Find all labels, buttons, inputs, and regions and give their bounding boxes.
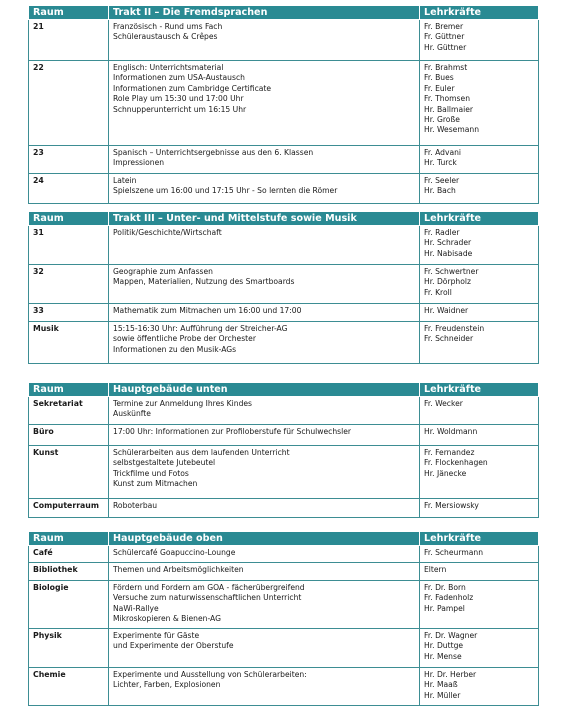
header-title: Trakt III – Unter- und Mittelstufe sowie Musik xyxy=(109,212,420,226)
table-row xyxy=(29,563,539,581)
room-cell: Sekretariat xyxy=(29,397,109,425)
teachers-cell xyxy=(420,397,539,425)
table-row xyxy=(29,322,539,364)
teacher-name: Hr. Pampel xyxy=(424,603,465,613)
teacher-name: Fr. Advani xyxy=(424,148,462,157)
activity-cell xyxy=(109,20,420,61)
activity-line: Englisch: Unterrichtsmaterial xyxy=(113,63,224,72)
activity-line: Trickfilme und Fotos xyxy=(113,468,189,478)
teacher-name: Fr. Fernandez xyxy=(424,448,475,457)
teacher-name: Fr. Dr. Born xyxy=(424,583,466,592)
table-header-row xyxy=(29,532,539,546)
header-title: Hauptgebäude unten xyxy=(109,383,420,397)
activity-line: Schülerarbeiten aus dem laufenden Unterricht xyxy=(113,448,290,457)
activity-cell xyxy=(109,546,420,563)
activity-line: Kunst zum Mitmachen xyxy=(113,479,198,489)
teacher-name: Fr. Seeler xyxy=(424,176,460,185)
activity-line: Spanisch – Unterrichtsergebnisse aus den 6. Klassen xyxy=(113,148,314,157)
room-cell: Physik xyxy=(29,629,109,668)
teacher-name: Hr. Jänecke xyxy=(424,468,467,478)
teachers-cell xyxy=(420,446,539,499)
teacher-name: Hr. Nabisade xyxy=(424,248,473,258)
activity-line: Fördern und Fordern am GOA - fächerübergreifend xyxy=(113,583,305,592)
teachers-cell xyxy=(420,668,539,706)
activity-cell xyxy=(109,304,420,322)
activity-line: sowie öffentliche Probe der Orchester xyxy=(113,334,256,344)
table-row xyxy=(29,668,539,706)
activity-line: Experimente und Ausstellung von Schülerarbeiten: xyxy=(113,670,307,679)
header-teachers: Lehrkräfte xyxy=(420,532,539,546)
table-row xyxy=(29,226,539,265)
table-row xyxy=(29,546,539,563)
activity-line: Impressionen xyxy=(113,158,165,168)
room-cell: 23 xyxy=(29,146,109,174)
teacher-name: Hr. Waidner xyxy=(424,306,469,315)
room-cell: 21 xyxy=(29,20,109,61)
activity-line: Mathematik zum Mitmachen um 16:00 und 17:00 xyxy=(113,306,302,315)
activity-line: Role Play um 15:30 und 17:00 Uhr xyxy=(113,94,244,104)
teacher-name: Fr. Scheurmann xyxy=(424,548,484,557)
teacher-name: Fr. Bremer xyxy=(424,22,464,31)
teachers-cell xyxy=(420,499,539,518)
activity-cell xyxy=(109,499,420,518)
teacher-name: Fr. Güttner xyxy=(424,32,465,42)
activity-line: NaWi-Rallye xyxy=(113,603,159,613)
teacher-name: Fr. Bues xyxy=(424,73,454,83)
table-row xyxy=(29,61,539,146)
room-cell: Chemie xyxy=(29,668,109,706)
activity-line: selbstgestaltete Jutebeutel xyxy=(113,458,216,468)
teacher-name: Hr. Mense xyxy=(424,651,462,661)
activity-cell xyxy=(109,322,420,364)
table-header-row xyxy=(29,383,539,397)
teacher-name: Hr. Müller xyxy=(424,690,461,700)
teacher-name: Hr. Maaß xyxy=(424,680,458,690)
teacher-name: Hr. Woldmann xyxy=(424,427,478,436)
activity-line: Informationen zum USA-Austausch xyxy=(113,73,245,83)
section-hauptgebaeude-unten xyxy=(28,382,538,518)
header-room: Raum xyxy=(29,212,109,226)
header-title: Trakt II – Die Fremdsprachen xyxy=(109,6,420,20)
room-cell: 31 xyxy=(29,226,109,265)
activity-line: 17:00 Uhr: Informationen zur Profiloberstufe für Schulwechsler xyxy=(113,427,352,436)
activity-line: Termine zur Anmeldung Ihres Kindes xyxy=(113,399,253,408)
teacher-name: Hr. Turck xyxy=(424,158,457,168)
activity-line: Experimente für Gäste xyxy=(113,631,200,640)
table-row xyxy=(29,499,539,518)
table-header-row xyxy=(29,212,539,226)
header-room: Raum xyxy=(29,532,109,546)
teacher-name: Fr. Schwertner xyxy=(424,267,479,276)
teacher-name: Hr. Duttge xyxy=(424,641,464,651)
room-cell: Computerraum xyxy=(29,499,109,518)
table-row xyxy=(29,174,539,204)
activity-line: Informationen zu den Musik-AGs xyxy=(113,344,237,354)
table-row xyxy=(29,629,539,668)
teacher-name: Fr. Dr. Wagner xyxy=(424,631,478,640)
teachers-cell xyxy=(420,61,539,146)
room-cell: 33 xyxy=(29,304,109,322)
table-row xyxy=(29,397,539,425)
activity-line: Französisch - Rund ums Fach xyxy=(113,22,223,31)
activity-line: Mappen, Materialien, Nutzung des Smartboards xyxy=(113,277,295,287)
header-room: Raum xyxy=(29,6,109,20)
header-title: Hauptgebäude oben xyxy=(109,532,420,546)
teacher-name: Hr. Bach xyxy=(424,186,456,196)
teacher-name: Hr. Dr. Herber xyxy=(424,670,477,679)
teacher-name: Fr. Freudenstein xyxy=(424,324,485,333)
table-row xyxy=(29,581,539,629)
section-trakt-3 xyxy=(28,211,538,364)
activity-line: Roboterbau xyxy=(113,501,158,510)
teacher-name: Fr. Wecker xyxy=(424,399,463,408)
room-cell: Kunst xyxy=(29,446,109,499)
activity-cell xyxy=(109,581,420,629)
teachers-cell xyxy=(420,304,539,322)
activity-line: Informationen zum Cambridge Certificate xyxy=(113,83,272,93)
teacher-name: Fr. Euler xyxy=(424,83,455,93)
room-cell: 22 xyxy=(29,61,109,146)
teachers-cell xyxy=(420,265,539,304)
room-cell: Musik xyxy=(29,322,109,364)
table-header-row xyxy=(29,6,539,20)
table-row xyxy=(29,146,539,174)
teacher-name: Hr. Güttner xyxy=(424,42,467,52)
table-row xyxy=(29,20,539,61)
schedule-table xyxy=(28,5,539,204)
table-row xyxy=(29,265,539,304)
teacher-name: Fr. Mersiowsky xyxy=(424,501,479,510)
teacher-name: Fr. Schneider xyxy=(424,334,474,344)
room-cell: Café xyxy=(29,546,109,563)
schedule-table xyxy=(28,211,539,364)
activity-cell xyxy=(109,265,420,304)
table-row xyxy=(29,425,539,446)
activity-line: Schülercafé Goapuccino-Lounge xyxy=(113,548,236,557)
activity-cell xyxy=(109,226,420,265)
teachers-cell xyxy=(420,174,539,204)
teacher-name: Hr. Ballmaier xyxy=(424,104,473,114)
activity-cell xyxy=(109,629,420,668)
teachers-cell xyxy=(420,581,539,629)
teachers-cell xyxy=(420,629,539,668)
teacher-name: Fr. Fadenholz xyxy=(424,593,474,603)
activity-cell xyxy=(109,174,420,204)
teacher-name: Fr. Radler xyxy=(424,228,460,237)
activity-line: Spielszene um 16:00 und 17:15 Uhr - So lernten die Römer xyxy=(113,186,338,196)
activity-cell xyxy=(109,397,420,425)
teachers-cell xyxy=(420,425,539,446)
section-trakt-2 xyxy=(28,5,538,204)
teacher-name: Hr. Schrader xyxy=(424,238,472,248)
section-hauptgebaeude-oben xyxy=(28,531,538,706)
activity-cell xyxy=(109,61,420,146)
activity-cell xyxy=(109,563,420,581)
teacher-name: Fr. Flockenhagen xyxy=(424,458,488,468)
teacher-name: Hr. Dörpholz xyxy=(424,277,471,287)
teachers-cell xyxy=(420,563,539,581)
header-teachers: Lehrkräfte xyxy=(420,6,539,20)
schedule-table xyxy=(28,382,539,518)
teachers-cell xyxy=(420,20,539,61)
activity-cell xyxy=(109,446,420,499)
header-room: Raum xyxy=(29,383,109,397)
teacher-name: Eltern xyxy=(424,565,447,574)
teachers-cell xyxy=(420,146,539,174)
activity-line: Lichter, Farben, Explosionen xyxy=(113,680,221,690)
header-teachers: Lehrkräfte xyxy=(420,212,539,226)
teacher-name: Hr. Große xyxy=(424,115,460,125)
activity-line: Latein xyxy=(113,176,137,185)
room-cell: 24 xyxy=(29,174,109,204)
activity-line: und Experimente der Oberstufe xyxy=(113,641,234,651)
teacher-name: Fr. Thomsen xyxy=(424,94,471,104)
activity-line: Schnupperunterricht um 16:15 Uhr xyxy=(113,104,247,114)
activity-line: Versuche zum naturwissenschaftlichen Unterricht xyxy=(113,593,302,603)
activity-line: Themen und Arbeitsmöglichkeiten xyxy=(113,565,244,574)
activity-cell xyxy=(109,425,420,446)
teacher-name: Hr. Wesemann xyxy=(424,125,480,135)
header-teachers: Lehrkräfte xyxy=(420,383,539,397)
room-cell: Bibliothek xyxy=(29,563,109,581)
teachers-cell xyxy=(420,546,539,563)
teachers-cell xyxy=(420,322,539,364)
activity-line: Mikroskopieren & Bienen-AG xyxy=(113,614,221,624)
teacher-name: Fr. Kroll xyxy=(424,287,452,297)
room-cell: 32 xyxy=(29,265,109,304)
schedule-table xyxy=(28,531,539,706)
table-row xyxy=(29,304,539,322)
activity-line: Auskünfte xyxy=(113,409,151,419)
teachers-cell xyxy=(420,226,539,265)
activity-cell xyxy=(109,146,420,174)
room-cell: Biologie xyxy=(29,581,109,629)
room-cell: Büro xyxy=(29,425,109,446)
teacher-name: Fr. Brahmst xyxy=(424,63,468,72)
activity-cell xyxy=(109,668,420,706)
activity-line: 15:15-16:30 Uhr: Aufführung der Streicher-AG xyxy=(113,324,288,333)
table-row xyxy=(29,446,539,499)
activity-line: Schüleraustausch & Crêpes xyxy=(113,32,218,42)
activity-line: Geographie zum Anfassen xyxy=(113,267,213,276)
activity-line: Politik/Geschichte/Wirtschaft xyxy=(113,228,222,237)
